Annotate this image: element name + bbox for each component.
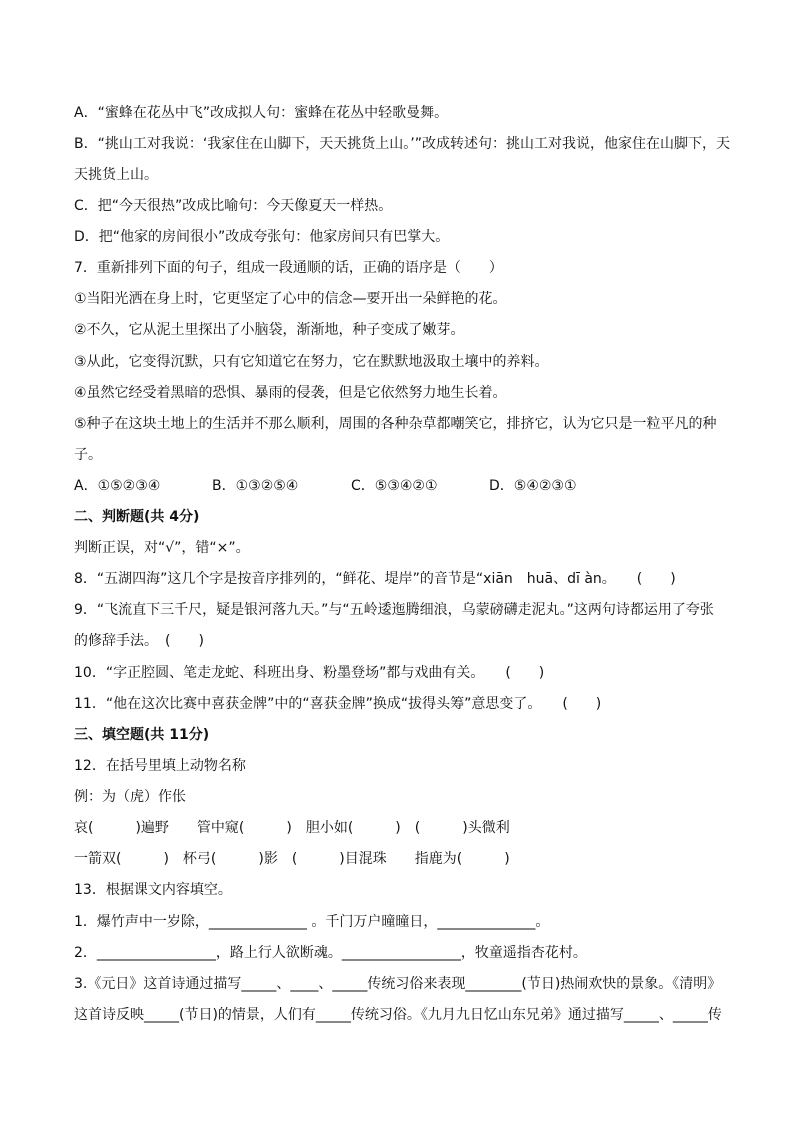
q12-row2: 一箭双( ) 杯弓( )影 ( )目混珠 指鹿为( ) [74, 851, 510, 867]
q6-option-d: D．把“他家的房间很小”改成夸张句：他家房间只有巴掌大。 [74, 229, 450, 245]
section2-instruction: 判断正误，对“√”，错“×”。 [74, 540, 250, 556]
q7-option-b: B．①③②⑤④ [212, 478, 299, 494]
q9-line1: 9．“飞流直下三千尺，疑是银河落九天。”与“五岭逶迤腾细浪，乌蒙磅礴走泥丸。”这两句诗都运用了夸张 [74, 602, 714, 618]
q12-stem: 12．在括号里填上动物名称 [74, 758, 246, 774]
q13-stem: 13．根据课文内容填空。 [74, 882, 232, 898]
q6-option-b-line1: B．“挑山工对我说：‘我家住在山脚下，天天挑货上山。’”改成转述句：挑山工对我说，他家住在山脚下，天 [74, 136, 731, 152]
q12-example: 例：为（虎）作伥 [74, 789, 186, 805]
q11: 11．“他在这次比赛中喜获金牌”中的“喜获金牌”换成“拔得头筹”意思变了。 ( ) [74, 696, 602, 712]
q7-option-c: C．⑤③④②① [351, 478, 438, 494]
q7-stem: 7．重新排列下面的句子，组成一段通顺的话，正确的语序是（ ） [74, 260, 503, 276]
q6-option-b-line2: 天挑货上山。 [74, 167, 158, 183]
section2-title: 二、判断题(共 4分) [74, 509, 200, 525]
q7-sentence-5-line1: ⑤种子在这块土地上的生活并不那么顺利，周围的各种杂草都嘲笑它，排挤它，认为它只是一粒平凡的种 [74, 416, 717, 432]
q7-sentence-1: ①当阳光洒在身上时，它更坚定了心中的信念—要开出一朵鲜艳的花。 [74, 291, 507, 307]
q7-sentence-5-line2: 子。 [74, 447, 102, 463]
q7-option-d: D．⑤④②③① [489, 478, 577, 494]
q6-option-c: C．把“今天很热”改成比喻句：今天像夏天一样热。 [74, 198, 393, 214]
q13-fill-2: 2．_________________，路上行人欲断魂。_________________，牧童遥指杏花村。 [74, 945, 587, 961]
section3-title: 三、填空题(共 11分) [74, 727, 210, 743]
q9-line2: 的修辞手法。 ( ) [74, 633, 204, 649]
q7-options [74, 476, 734, 496]
q13-fill-3-line2: 这首诗反映_____(节日)的情景，人们有_____传统习俗。《九月九日忆山东兄弟》通过描写_____、_____传 [74, 1007, 722, 1023]
q8: 8．“五湖四海”这几个字是按音序排列的，“鲜花、堤岸”的音节是“xiān huā、dī àn。 ( ) [74, 571, 676, 587]
q7-sentence-4: ④虽然它经受着黑暗的恐惧、暴雨的侵袭，但是它依然努力地生长着。 [74, 385, 507, 401]
q7-option-a: A．①⑤②③④ [74, 478, 161, 494]
q13-fill-1: 1．爆竹声中一岁除，______________ 。千门万户曈曈日，______________。 [74, 914, 550, 930]
q6-option-a: A．“蜜蜂在花丛中飞”改成拟人句：蜜蜂在花丛中轻歌曼舞。 [74, 105, 449, 121]
q7-sentence-3: ③从此，它变得沉默，只有它知道它在努力，它在默默地汲取土壤中的养料。 [74, 354, 549, 370]
q12-row1: 哀( )遍野 管中窥( ) 胆小如( ) ( )头微利 [74, 820, 510, 836]
q10: 10．“字正腔圆、笔走龙蛇、科班出身、粉墨登场”都与戏曲有关。 ( ) [74, 665, 545, 681]
q7-sentence-2: ②不久，它从泥土里探出了小脑袋，渐渐地，种子变成了嫩芽。 [74, 322, 465, 338]
q13-fill-3-line1: 3.《元日》这首诗通过描写_____、____、_____传统习俗来表现________(节日)热闹欢快的景象。《清明》 [74, 976, 722, 992]
